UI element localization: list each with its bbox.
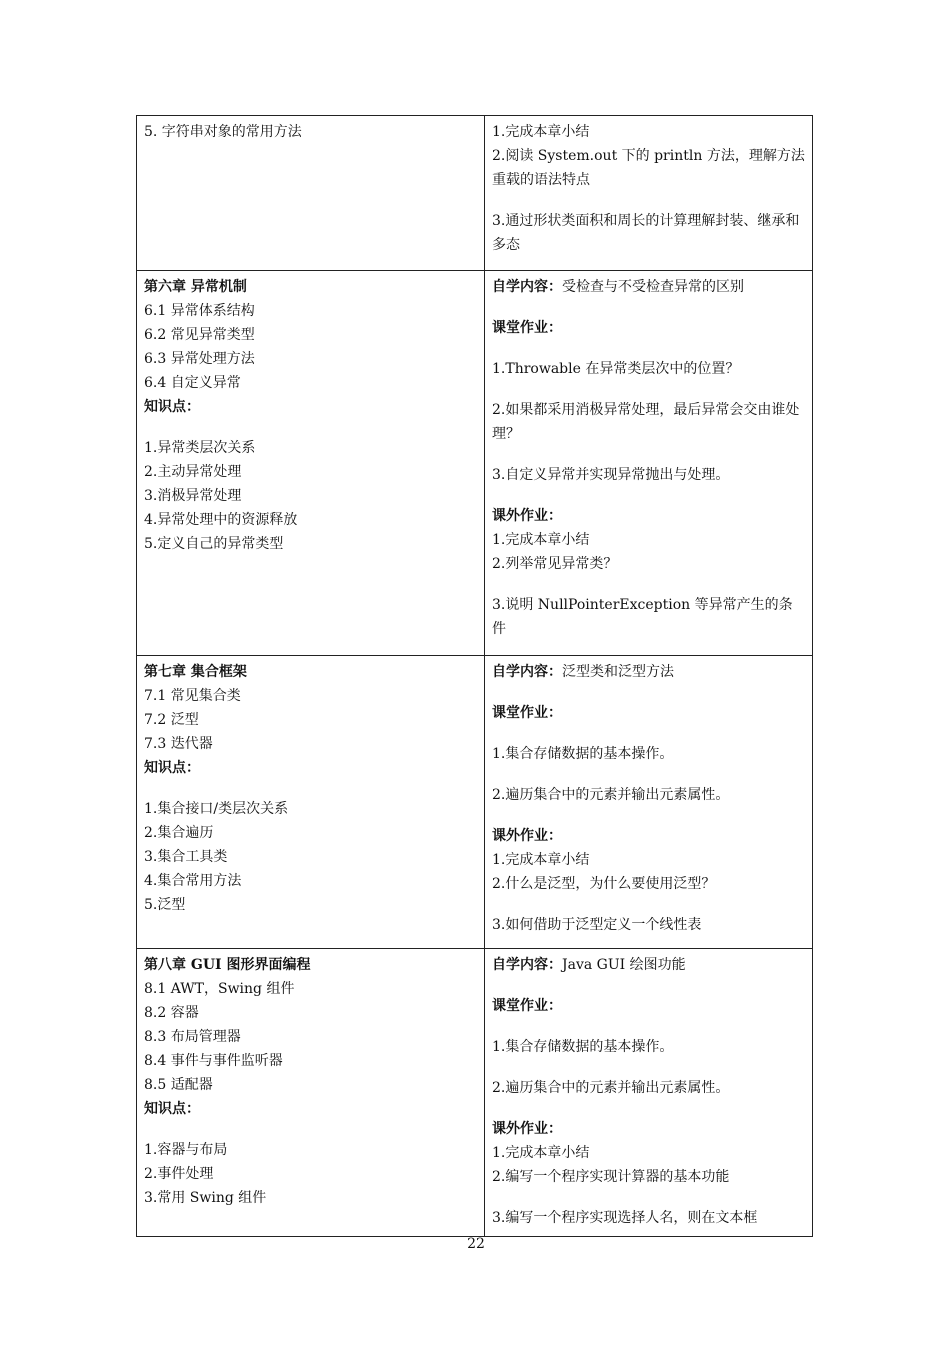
knowledge-item: 3.消极异常处理 xyxy=(144,488,242,504)
chapter-title: 第七章 集合框架 xyxy=(144,664,247,680)
section-item: 7.3 迭代器 xyxy=(144,736,213,752)
row-left-cell xyxy=(137,656,485,949)
list-item: 3.通过形状类面积和周长的计算理解封装、继承和多态 xyxy=(492,213,800,253)
knowledge-item: 2.主动异常处理 xyxy=(144,464,242,480)
self-study-text: Java GUI 绘图功能 xyxy=(562,957,686,973)
knowledge-item: 3.常用 Swing 组件 xyxy=(144,1190,267,1206)
knowledge-item: 2.集合遍历 xyxy=(144,825,214,841)
row-right-cell xyxy=(485,656,813,949)
class-work-item: 1.集合存储数据的基本操作。 xyxy=(492,1039,674,1055)
homework-item: 3.编写一个程序实现选择人名，则在文本框 xyxy=(492,1210,758,1226)
table-row xyxy=(137,656,813,949)
homework-item: 3.说明 NullPointerException 等异常产生的条件 xyxy=(492,597,793,637)
list-item: 1.完成本章小结 xyxy=(492,124,590,140)
syllabus-table xyxy=(136,115,813,1237)
row-right-cell xyxy=(485,271,813,656)
section-item: 8.3 布局管理器 xyxy=(144,1029,241,1045)
self-study-text: 泛型类和泛型方法 xyxy=(562,664,674,680)
section-item: 7.2 泛型 xyxy=(144,712,199,728)
section-item: 8.4 事件与事件监听器 xyxy=(144,1053,283,1069)
section-item: 6.1 异常体系结构 xyxy=(144,303,255,319)
homework-item: 1.完成本章小结 xyxy=(492,532,590,548)
knowledge-item: 4.集合常用方法 xyxy=(144,873,242,889)
homework-label: 课外作业： xyxy=(492,1121,562,1137)
class-work-label: 课堂作业： xyxy=(492,320,562,336)
self-study-text: 受检查与不受检查异常的区别 xyxy=(562,279,744,295)
list-item: 5. 字符串对象的常用方法 xyxy=(144,124,302,140)
row-left-cell xyxy=(137,949,485,1237)
knowledge-item: 2.事件处理 xyxy=(144,1166,214,1182)
class-work-item: 3.自定义异常并实现异常抛出与处理。 xyxy=(492,467,730,483)
homework-item: 1.完成本章小结 xyxy=(492,852,590,868)
section-item: 6.3 异常处理方法 xyxy=(144,351,255,367)
knowledge-item: 3.集合工具类 xyxy=(144,849,228,865)
knowledge-label: 知识点： xyxy=(144,1101,200,1117)
homework-item: 2.列举常见异常类？ xyxy=(492,556,618,572)
knowledge-item: 5.定义自己的异常类型 xyxy=(144,536,284,552)
table-row xyxy=(137,949,813,1237)
class-work-label: 课堂作业： xyxy=(492,705,562,721)
homework-label: 课外作业： xyxy=(492,828,562,844)
self-study xyxy=(492,660,805,684)
section-item: 7.1 常见集合类 xyxy=(144,688,241,704)
table-row xyxy=(137,271,813,656)
knowledge-label: 知识点： xyxy=(144,760,200,776)
knowledge-item: 1.异常类层次关系 xyxy=(144,440,256,456)
homework-label: 课外作业： xyxy=(492,508,562,524)
homework-item: 2.什么是泛型，为什么要使用泛型？ xyxy=(492,876,716,892)
self-study-label: 自学内容： xyxy=(492,664,562,680)
list-item: 2.阅读 System.out 下的 println 方法，理解方法重载的语法特点 xyxy=(492,148,805,188)
chapter-title: 第六章 异常机制 xyxy=(144,279,247,295)
row-right-cell xyxy=(485,116,813,271)
knowledge-item: 1.容器与布局 xyxy=(144,1142,228,1158)
homework-item: 3.如何借助于泛型定义一个线性表 xyxy=(492,917,702,933)
section-item: 6.2 常见异常类型 xyxy=(144,327,255,343)
section-item: 8.1 AWT，Swing 组件 xyxy=(144,981,295,997)
knowledge-item: 4.异常处理中的资源释放 xyxy=(144,512,298,528)
page-number: 22 xyxy=(467,1236,485,1252)
table-row xyxy=(137,116,813,271)
chapter-title: 第八章 GUI 图形界面编程 xyxy=(144,957,311,973)
class-work-item: 1.集合存储数据的基本操作。 xyxy=(492,746,674,762)
section-item: 8.2 容器 xyxy=(144,1005,199,1021)
class-work-item: 2.遍历集合中的元素并输出元素属性。 xyxy=(492,787,730,803)
knowledge-item: 1.集合接口/类层次关系 xyxy=(144,801,289,817)
row-left-cell xyxy=(137,116,485,271)
class-work-label: 课堂作业： xyxy=(492,998,562,1014)
class-work-item: 1.Throwable 在异常类层次中的位置？ xyxy=(492,361,740,377)
section-item: 6.4 自定义异常 xyxy=(144,375,241,391)
homework-item: 2.编写一个程序实现计算器的基本功能 xyxy=(492,1169,730,1185)
section-item: 8.5 适配器 xyxy=(144,1077,213,1093)
self-study xyxy=(492,953,805,977)
knowledge-item: 5.泛型 xyxy=(144,897,186,913)
class-work-item: 2.遍历集合中的元素并输出元素属性。 xyxy=(492,1080,730,1096)
row-right-cell xyxy=(485,949,813,1237)
class-work-item: 2.如果都采用消极异常处理，最后异常会交由谁处理？ xyxy=(492,402,800,442)
self-study-label: 自学内容： xyxy=(492,957,562,973)
knowledge-label: 知识点： xyxy=(144,399,200,415)
row-left-cell xyxy=(137,271,485,656)
homework-item: 1.完成本章小结 xyxy=(492,1145,590,1161)
self-study-label: 自学内容： xyxy=(492,279,562,295)
self-study xyxy=(492,275,805,299)
